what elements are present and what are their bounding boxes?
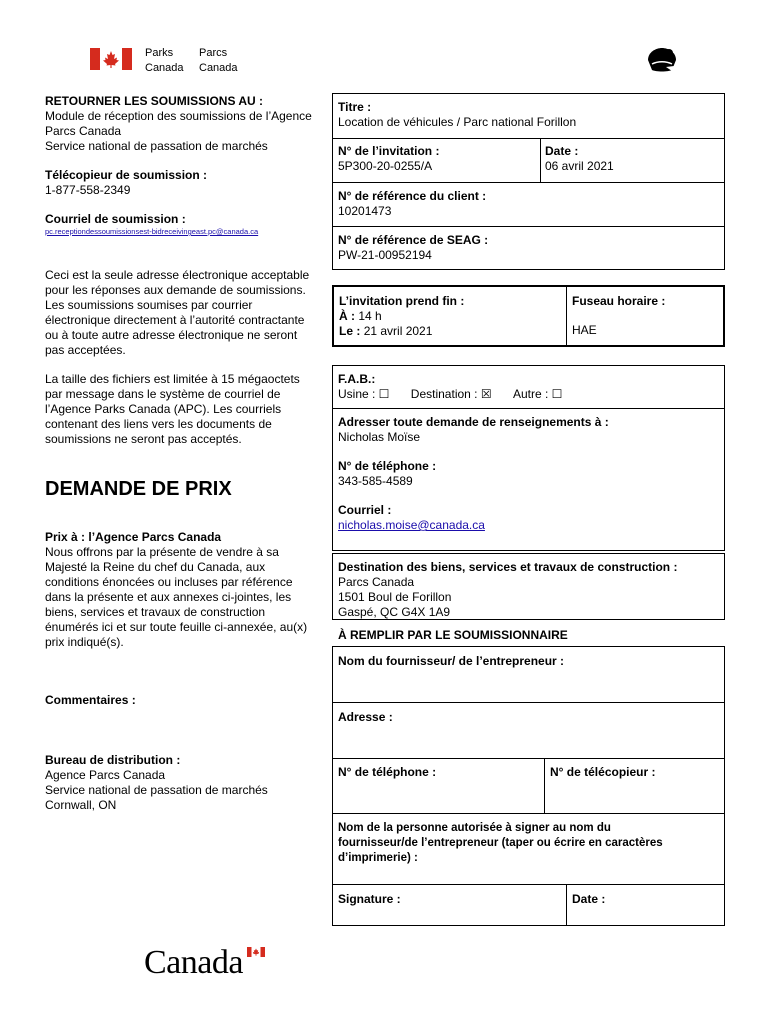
date-label: Date : xyxy=(545,144,579,158)
inquiries-label: Adresser toute demande de renseignements à : xyxy=(338,415,609,429)
notice-line: électronique directement à l’autorité contractante xyxy=(45,313,305,327)
signature-date-field[interactable] xyxy=(567,888,723,924)
wordmark-flag-icon xyxy=(247,947,265,957)
closing-time xyxy=(339,309,464,324)
fab-destination-checkbox[interactable]: Destination : ☒ xyxy=(410,387,492,401)
signature-label: Signature : xyxy=(338,892,401,906)
canada-wordmark-text: Canada xyxy=(144,944,243,981)
parks-en-line1: Parks xyxy=(145,47,174,59)
price-line: Nous offrons par la présente de vendre à sa xyxy=(45,545,279,559)
closing-date-value: 21 avril 2021 xyxy=(363,324,433,338)
bureau-line: Agence Parcs Canada xyxy=(45,768,166,782)
phone-value: 343-585-4589 xyxy=(338,474,413,488)
closing-time-value: 14 h xyxy=(358,309,382,323)
submission-email-link[interactable]: pc.receptiondessoumissionsest-bidreceivingeast.pc@canada.ca xyxy=(45,227,259,236)
notice-line: pas acceptées. xyxy=(45,343,126,357)
notice-line: ou à toute autre adresse électronique ne seront xyxy=(45,328,298,342)
return-line: Module de réception des soumissions de l’Agence xyxy=(45,109,312,123)
notice-line: Ceci est la seule adresse électronique acceptable xyxy=(45,268,310,282)
contact-email-link[interactable]: nicholas.moise@canada.ca xyxy=(338,518,485,532)
authorized-person-field[interactable] xyxy=(333,817,723,883)
notice-line: Les soumissions soumises par courrier xyxy=(45,298,253,312)
notice-line: par message dans le système de courriel de xyxy=(45,387,281,401)
destination-line: Parcs Canada xyxy=(338,575,415,589)
fab-autre-checkbox[interactable]: Autre : ☐ xyxy=(512,387,563,401)
seag-label: N° de référence de SEAG : xyxy=(338,233,489,247)
inquiries-value: Nicholas Moïse xyxy=(338,430,421,444)
destination-line: Gaspé, QC G4X 1A9 xyxy=(338,605,451,619)
fab-usine-checkbox[interactable]: Usine : ☐ xyxy=(338,387,390,401)
notice-line: pour les réponses aux demande de soumissions. xyxy=(45,283,306,297)
comments-heading: Commentaires : xyxy=(45,693,136,707)
fax-heading: Télécopieur de soumission : xyxy=(45,168,208,182)
timezone-label: Fuseau horaire : xyxy=(572,294,666,308)
fab-label: F.A.B.: xyxy=(338,372,376,386)
authorized-line: d’imprimerie) : xyxy=(338,852,418,864)
bidder-heading: À REMPLIR PAR LE SOUMISSIONNAIRE xyxy=(338,628,568,642)
seag-value: PW-21-00952194 xyxy=(338,248,432,262)
price-line: conditions énoncées ou incluses par référence xyxy=(45,575,293,589)
bureau-line: Cornwall, ON xyxy=(45,798,117,812)
contact-email-label: Courriel : xyxy=(338,503,392,517)
price-line: Majesté la Reine du chef du Canada, aux xyxy=(45,560,266,574)
closing-time-label: À : xyxy=(339,309,355,323)
phone-label: N° de téléphone : xyxy=(338,459,437,473)
notice-line: La taille des fichiers est limitée à 15 mégaoctets xyxy=(45,372,300,386)
closing-date-label: Le : xyxy=(339,324,361,338)
price-heading: Prix à : l’Agence Parcs Canada xyxy=(45,530,222,544)
bureau-heading: Bureau de distribution : xyxy=(45,753,181,767)
signature-field[interactable] xyxy=(333,888,565,924)
parks-en-line2: Canada xyxy=(145,62,184,74)
bidder-fax-field[interactable] xyxy=(545,761,723,811)
closing-label: L’invitation prend fin : xyxy=(339,294,465,308)
title-label: Titre : xyxy=(338,100,372,114)
return-line: Service national de passation de marchés xyxy=(45,139,268,153)
destination-label: Destination des biens, services et travaux de construction : xyxy=(338,560,678,574)
parks-fr-line1: Parcs xyxy=(199,47,228,59)
return-line: Parcs Canada xyxy=(45,124,122,138)
parks-canada-signature xyxy=(90,46,250,74)
canada-flag-icon xyxy=(90,48,132,70)
timezone-value: HAE xyxy=(572,323,597,337)
supplier-label: Nom du fournisseur/ de l’entrepreneur : xyxy=(338,654,565,668)
fax-value: 1-877-558-2349 xyxy=(45,183,131,197)
sig-date-label: Date : xyxy=(572,892,606,906)
bidder-phone-field[interactable] xyxy=(333,761,543,811)
email-heading: Courriel de soumission : xyxy=(45,212,186,226)
document-title: DEMANDE DE PRIX xyxy=(45,478,232,500)
title-value: Location de véhicules / Parc national Forillon xyxy=(338,115,577,129)
invitation-label: N° de l’invitation : xyxy=(338,144,440,158)
address-label: Adresse : xyxy=(338,710,393,724)
bidder-phone-label: N° de téléphone : xyxy=(338,765,437,779)
notice-line: soumissions ne seront pas acceptés. xyxy=(45,432,242,446)
address-field[interactable] xyxy=(333,706,723,756)
authorized-line: Nom de la personne autorisée à signer au nom du xyxy=(338,822,611,834)
bidder-fax-label: N° de télécopieur : xyxy=(550,765,656,779)
invitation-value: 5P300-20-0255/A xyxy=(338,159,433,173)
price-line: biens, services et travaux de construction xyxy=(45,605,266,619)
closing-date xyxy=(339,324,464,339)
supplier-name-field[interactable] xyxy=(333,650,723,700)
price-line: dans la présente et aux annexes ci-jointes, les xyxy=(45,590,292,604)
date-value: 06 avril 2021 xyxy=(545,159,614,173)
bureau-line: Service national de passation de marchés xyxy=(45,783,268,797)
client-ref-value: 10201473 xyxy=(338,204,392,218)
notice-line: contenant des liens vers les documents de xyxy=(45,417,272,431)
authorized-line: fournisseur/de l’entrepreneur (taper ou écrire en caractères xyxy=(338,837,663,849)
price-line: énumérés ici et sur toute feuille ci-annexée, au(x) xyxy=(45,620,308,634)
destination-line: 1501 Boul de Forillon xyxy=(338,590,452,604)
notice-line: l’Agence Parks Canada (APC). Les courriels xyxy=(45,402,282,416)
price-line: prix indiqué(s). xyxy=(45,635,124,649)
beaver-emblem-icon xyxy=(644,42,680,76)
canada-wordmark xyxy=(144,944,274,984)
parks-fr-line2: Canada xyxy=(199,62,238,74)
return-heading: RETOURNER LES SOUMISSIONS AU : xyxy=(45,94,264,108)
client-ref-label: N° de référence du client : xyxy=(338,189,487,203)
